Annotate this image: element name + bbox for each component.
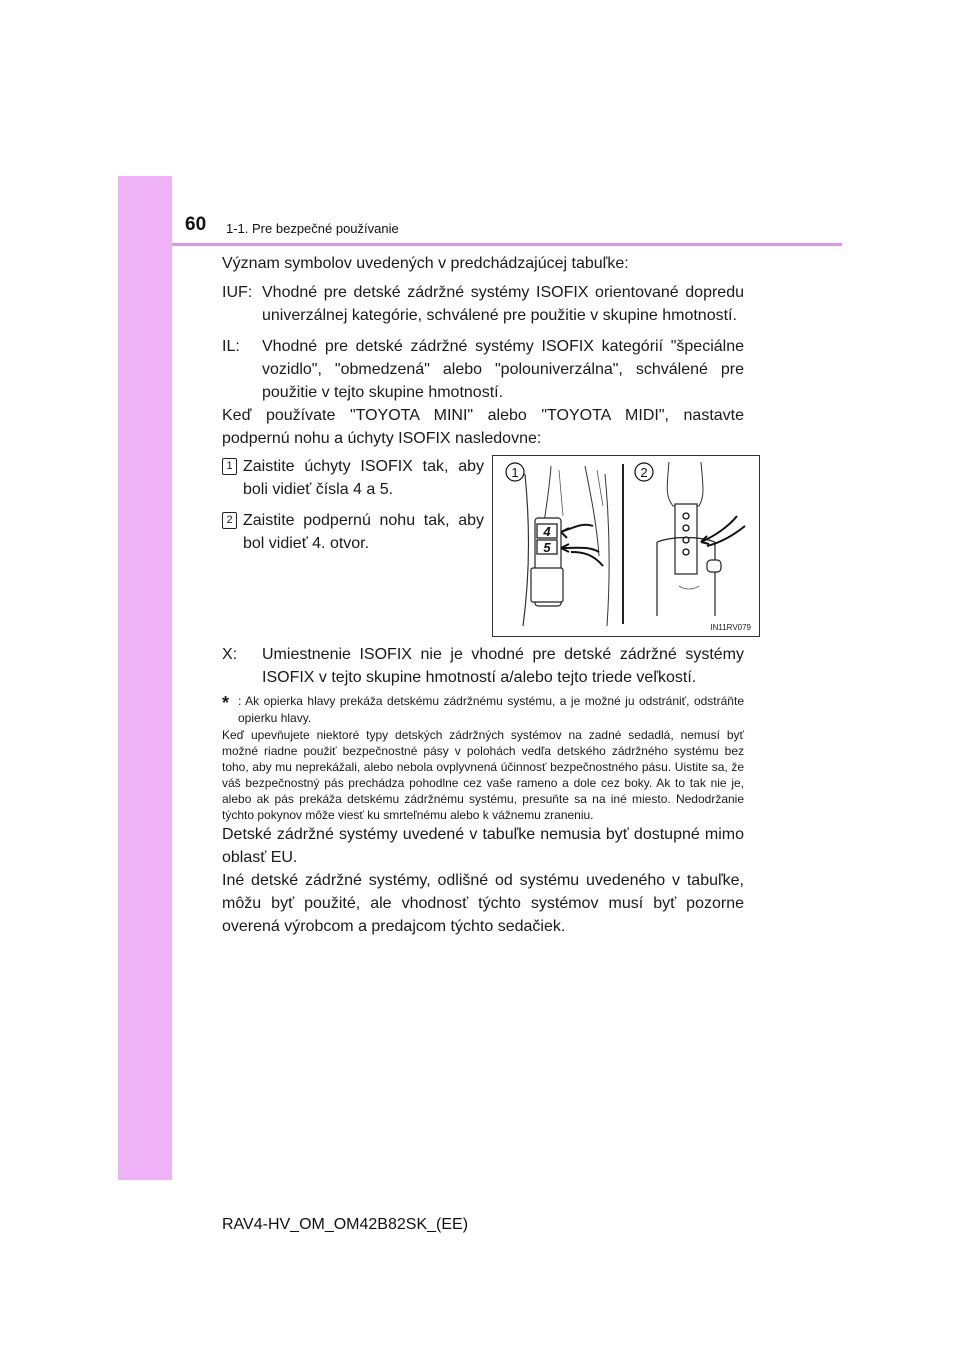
seat-edge-line (523, 474, 529, 626)
step-text: Zaistite úchyty ISOFIX tak, aby boli vidieť čísla 4 a 5. (243, 458, 484, 498)
figure-label-1: 1 (511, 465, 519, 480)
definition-text: Vhodné pre detské zádržné systémy ISOFIX orientované dopredu univerzálnej kategórie, schválené pre použitie v skupine hmotností. (262, 284, 744, 324)
definition-text: Umiestnenie ISOFIX nie je vhodné pre detské zádržné systémy ISOFIX v tejto skupine hmotností a/alebo tejto triede veľkostí. (262, 646, 744, 686)
definition-il (222, 335, 744, 404)
definition-term: IL: (222, 338, 240, 355)
toyota-note: Keď používate "TOYOTA MINI" alebo "TOYOTA MIDI", nastavte podpernú nohu a úchyty ISOFIX nasledovne: (222, 407, 744, 447)
definition-iuf (222, 281, 744, 327)
definition-x (222, 643, 744, 689)
seat-seam-line (559, 470, 563, 516)
side-tab-strip (118, 176, 172, 1180)
header-divider (172, 243, 842, 246)
definition-text: Vhodné pre detské zádržné systémy ISOFIX kategórií "špeciálne vozidlo", "obmedzená" alebo "polouniverzálna", schválené pre použitie v tejto skupine hmotností. (262, 338, 744, 401)
seat-seam-line (597, 470, 603, 506)
sleeve-detail (679, 586, 699, 589)
asterisk-note (222, 693, 744, 727)
leg-hole (683, 513, 689, 519)
figure-code: IN11RV079 (710, 623, 751, 632)
definition-term: X: (222, 646, 238, 663)
figure-label-2: 2 (640, 465, 648, 480)
leg-hole (683, 525, 689, 531)
warning-text: Keď upevňujete niektoré typy detských zádržných systémov na zadné sedadlá, nemusí byť možné riadne použiť bezpečnostné pásy v polohách vedľa detského zádržného systému bez toho, aby mu neprekážali, alebo nebola ovplyvnená účinnosť bezpečnostného pásu. Uistite sa, že váš bezpečnostný pás prechádza pohodlne cez vaše rameno a dole cez boky. Ak to tak nie je, alebo ak pás prekáža detskému zádržnému systému, presuňte sa na iné miesto. Nedodržanie týchto pokynov môže viesť ku smrteľnému alebo k vážnemu zraneniu. (222, 728, 744, 822)
step-1 (222, 455, 484, 501)
page-number: 60 (185, 214, 207, 235)
main-content (222, 252, 751, 938)
isofix-illustration (492, 455, 760, 637)
pointer-arrow-icon (561, 525, 593, 538)
isofix-latch-base (531, 568, 563, 602)
leg-release-button (707, 560, 721, 572)
step-number-badge: 1 (222, 458, 237, 475)
section-title: 1-1. Pre bezpečné používanie (226, 221, 399, 236)
pointer-arrow-icon (571, 552, 603, 566)
pointer-arrow-icon (561, 544, 599, 552)
asterisk-note-text: : Ak opierka hlavy prekáža detskému zádržnému systému, a je možné ju odstrániť, odstráňte opierku hlavy. (238, 694, 744, 725)
availability-text: Detské zádržné systémy uvedené v tabuľke nemusia byť dostupné mimo oblasť EU. (222, 826, 744, 866)
step-2 (222, 509, 484, 555)
asterisk-mark: * (222, 693, 230, 713)
seat-edge-line (605, 474, 609, 626)
pointer-arrow-icon (701, 516, 737, 544)
leg-top-shape (667, 462, 703, 506)
other-systems-text: Iné detské zádržné systémy, odlišné od systému uvedeného v tabuľke, môžu byť použité, ale vhodnosť týchto systémov musí byť pozorne overená výrobcom a predajcom týchto sedačiek. (222, 872, 744, 935)
steps-block (222, 455, 751, 643)
latch-number-5: 5 (543, 540, 551, 555)
definition-term: IUF: (222, 284, 253, 301)
step-text: Zaistite podpernú nohu tak, aby bol vidieť 4. otvor. (243, 512, 484, 552)
document-footer-code: RAV4-HV_OM_OM42B82SK_(EE) (222, 1216, 469, 1233)
step-number-badge: 2 (222, 512, 237, 529)
seat-edge-line (585, 466, 599, 556)
latch-number-4: 4 (543, 524, 551, 539)
leg-hole (683, 549, 689, 555)
intro-text: Význam symbolov uvedených v predchádzajúcej tabuľke: (222, 255, 629, 272)
